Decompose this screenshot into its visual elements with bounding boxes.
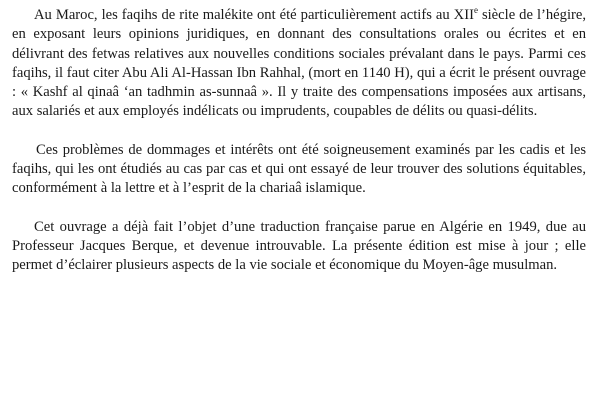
paragraph-translation: Cet ouvrage a déjà fait l’objet d’une traduction française parue en Algérie en 1949, due au Professeur Jacques Berque, et devenue introuvable. La présente édition est mise à jour ; elle permet d’éclairer plusieurs aspects de la vie sociale et économique du Moyen-âge musulman. [12,218,586,274]
century-superscript: e [473,5,478,16]
paragraph-damages: Ces problèmes de dommages et intérêts ont été soigneusement examinés par les cadis et les faqihs, qui les ont étudiés au cas par cas et qui ont essayé de leur trouver des solutions équitables, conformément à la lettre et à l’esprit de la chariaâ islamique. [12,141,586,197]
paragraph-intro-text-end: siècle de l’hégire, en exposant leurs opinions juridiques, en donnant des consultations orales ou écrites et en délivrant des fetwas relatives aux nouvelles conditions sociales prévalant dans le pays. Parmi ces faqihs, il faut citer Abu Ali Al-Hassan Ibn Rahhal, (mort en 1140 H), qui a écrit le présent ouvrage : « Kashf al qinaâ ‘an tadhmin as-sunnaâ ». Il y traite des compensations imposées aux artisans, aux salariés et aux employés indélicats ou imprudents, coupables de délits ou quasi-délits. [12,7,586,120]
paragraph-intro-text-start: Au Maroc, les faqihs de rite malékite ont été particulièrement actifs au XII [34,7,474,23]
paragraph-intro [12,6,586,122]
